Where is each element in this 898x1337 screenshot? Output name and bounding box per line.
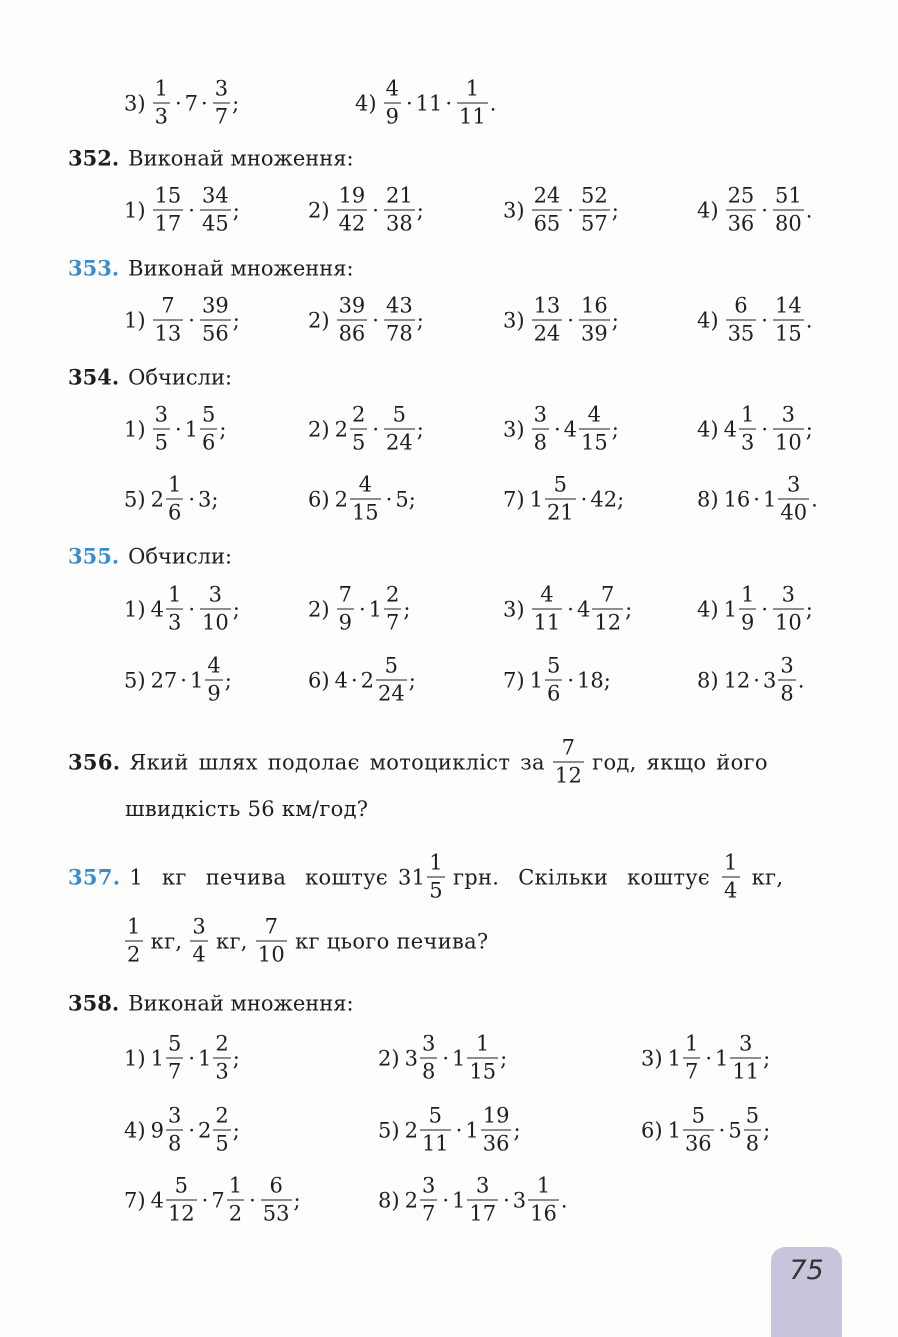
exercise-item: 2) $\frac{7}{9}$ · 1 $\frac{2}{7}$ ; <box>308 582 411 635</box>
exercise-title: Виконай множення: <box>128 256 354 280</box>
fraction: $\frac{7}{12}$ <box>594 582 622 635</box>
fraction: $\frac{3}{10}$ <box>202 582 229 635</box>
mixed-number: 9 $\frac{3}{8}$ <box>150 1103 182 1156</box>
fraction: $\frac{3}{8}$ <box>533 402 547 455</box>
fraction: $\frac{5}{12}$ <box>167 1173 195 1226</box>
exercise-353-heading <box>68 256 354 281</box>
fraction: $\frac{15}{17}$ <box>154 183 182 236</box>
mixed-number: 2 $\frac{4}{15}$ <box>334 472 379 525</box>
fraction: $\frac{1}{3}$ <box>740 402 755 455</box>
fraction: $\frac{43}{78}$ <box>385 293 413 346</box>
mixed-number: 3 $\frac{3}{8}$ <box>404 1031 436 1084</box>
mixed-number: 2 $\frac{1}{6}$ <box>150 472 182 525</box>
exercise-item: 2) 3 $\frac{3}{8}$ · 1 $\frac{1}{15}$ ; <box>378 1031 508 1084</box>
mixed-number: 5 $\frac{5}{8}$ <box>728 1103 760 1156</box>
exercise-item: 4) $\frac{6}{35}$ · $\frac{14}{15}$ . <box>697 293 813 346</box>
fraction: $\frac{19}{36}$ <box>482 1103 510 1156</box>
exercise-item: 1) $\frac{7}{13}$ · $\frac{39}{56}$ ; <box>124 293 240 346</box>
fraction: $\frac{7}{13}$ <box>154 293 182 346</box>
integer: 4 <box>334 668 348 692</box>
fraction: $\frac{2}{5}$ <box>351 402 366 455</box>
fraction: $\frac{14}{15}$ <box>774 293 802 346</box>
exercise-item: 3) $\frac{3}{8}$ · 4 $\frac{4}{15}$ ; <box>503 402 619 455</box>
page-number-badge <box>771 1247 842 1337</box>
exercise-item: 7) 4 $\frac{5}{12}$ · 7 $\frac{1}{2}$ · $\frac{6}{53}$ ; <box>124 1173 301 1226</box>
fraction: $\frac{3}{8}$ <box>421 1031 436 1084</box>
fraction: $\frac{5}{6}$ <box>202 402 216 455</box>
exercise-357-line2: $\frac{1}{2}$ кг, $\frac{3}{4}$ кг, $\frac{7}{10}$ кг цього печива? <box>127 914 489 967</box>
mixed-number: 4 $\frac{1}{3}$ <box>150 582 182 635</box>
exercise-item: 2) $\frac{19}{42}$ · $\frac{21}{38}$ ; <box>308 183 424 236</box>
fraction: $\frac{1}{15}$ <box>469 1031 497 1084</box>
integer: 5 <box>395 487 409 511</box>
fraction: $\frac{5}{11}$ <box>421 1103 449 1156</box>
exercise-item: 8) 16 · 1 $\frac{3}{40}$ . <box>697 472 818 525</box>
fraction: $\frac{7}{12}$ <box>554 735 583 788</box>
mixed-number: 1 $\frac{2}{3}$ <box>198 1031 229 1084</box>
fraction: $\frac{7}{9}$ <box>338 582 352 635</box>
mixed-number: 1 $\frac{3}{17}$ <box>452 1173 497 1226</box>
fraction: $\frac{3}{10}$ <box>775 402 802 455</box>
mixed-number: 31 $\frac{1}{5}$ <box>397 850 443 903</box>
fraction: $\frac{5}{6}$ <box>546 653 561 706</box>
fraction: $\frac{3}{5}$ <box>154 402 168 455</box>
mixed-number: 1 $\frac{19}{36}$ <box>465 1103 510 1156</box>
mixed-number: 4 $\frac{1}{3}$ <box>723 402 755 455</box>
top-item-3: 3) $\frac{1}{3}$ · 7 · $\frac{3}{7}$ ; <box>124 76 240 129</box>
mixed-number: 2 $\frac{2}{5}$ <box>198 1103 229 1156</box>
top-item-4: 4) $\frac{4}{9}$ · 11 · $\frac{1}{11}$ . <box>355 76 497 129</box>
integer: 12 <box>723 668 751 692</box>
exercise-number: 358. <box>68 990 120 1016</box>
exercise-355-heading <box>68 544 232 569</box>
mixed-number: 7 $\frac{1}{2}$ <box>211 1173 243 1226</box>
exercise-357-line1: 357. 1 кг печива коштує 31 $\frac{1}{5}$ грн. Скільки коштує $\frac{1}{4}$ кг, <box>68 850 784 903</box>
fraction: $\frac{3}{40}$ <box>780 472 808 525</box>
fraction: $\frac{3}{7}$ <box>214 76 229 129</box>
exercise-item: 3) $\frac{24}{65}$ · $\frac{52}{57}$ ; <box>503 183 619 236</box>
mixed-number: 3 $\frac{3}{8}$ <box>762 653 794 706</box>
fraction: $\frac{5}{36}$ <box>684 1103 712 1156</box>
mixed-number: 1 $\frac{5}{36}$ <box>667 1103 712 1156</box>
fraction: $\frac{5}{21}$ <box>546 472 574 525</box>
mixed-number: 1 $\frac{5}{6}$ <box>184 402 216 455</box>
exercise-item: 3) $\frac{13}{24}$ · $\frac{16}{39}$ ; <box>503 293 619 346</box>
fraction: $\frac{21}{38}$ <box>385 183 413 236</box>
fraction: $\frac{4}{9}$ <box>207 653 221 706</box>
exercise-item: 4) 4 $\frac{1}{3}$ · $\frac{3}{10}$ ; <box>697 402 813 455</box>
exercise-item: 3) $\frac{4}{11}$ · 4 $\frac{7}{12}$ ; <box>503 582 633 635</box>
integer: 27 <box>150 668 178 692</box>
exercise-number: 354. <box>68 364 120 390</box>
page-number: 75 <box>789 1255 824 1286</box>
fraction: $\frac{3}{8}$ <box>167 1103 182 1156</box>
mixed-number: 1 $\frac{3}{40}$ <box>762 472 808 525</box>
mixed-number: 1 $\frac{1}{15}$ <box>452 1031 497 1084</box>
exercise-item: 2) $\frac{39}{86}$ · $\frac{43}{78}$ ; <box>308 293 424 346</box>
fraction: $\frac{1}{7}$ <box>684 1031 699 1084</box>
fraction: $\frac{6}{35}$ <box>727 293 755 346</box>
fraction: $\frac{3}{17}$ <box>469 1173 497 1226</box>
fraction: $\frac{6}{53}$ <box>262 1173 290 1226</box>
fraction: $\frac{7}{10}$ <box>257 914 286 967</box>
exercise-item: 8) 12 · 3 $\frac{3}{8}$ . <box>697 653 805 706</box>
mixed-number: 1 $\frac{5}{7}$ <box>150 1031 182 1084</box>
fraction: $\frac{1}{6}$ <box>167 472 182 525</box>
fraction: $\frac{16}{39}$ <box>580 293 608 346</box>
fraction: $\frac{34}{45}$ <box>201 183 229 236</box>
fraction: $\frac{4}{9}$ <box>385 76 399 129</box>
exercise-item: 5) 2 $\frac{1}{6}$ · 3 ; <box>124 472 219 525</box>
integer: 16 <box>723 487 751 511</box>
fraction: $\frac{1}{11}$ <box>459 76 486 129</box>
exercise-item: 1) $\frac{15}{17}$ · $\frac{34}{45}$ ; <box>124 183 240 236</box>
exercise-356-line2: швидкість 56 км/год? <box>125 797 369 821</box>
fraction: $\frac{1}{3}$ <box>167 582 182 635</box>
fraction: $\frac{4}{15}$ <box>351 472 379 525</box>
fraction: $\frac{52}{57}$ <box>580 183 608 236</box>
fraction: $\frac{2}{5}$ <box>215 1103 229 1156</box>
exercise-item: 1) 4 $\frac{1}{3}$ · $\frac{3}{10}$ ; <box>124 582 240 635</box>
mixed-number: 1 $\frac{3}{11}$ <box>715 1031 760 1084</box>
mixed-number: 2 $\frac{5}{24}$ <box>360 653 405 706</box>
mixed-number: 1 $\frac{1}{9}$ <box>723 582 755 635</box>
exercise-356-line1: 356. Який шлях подолає мотоцикліст за $\frac{7}{12}$ год, якщо його <box>68 735 768 788</box>
exercise-number: 355. <box>68 543 120 569</box>
exercise-title: Виконай множення: <box>128 146 354 170</box>
fraction: $\frac{3}{4}$ <box>192 914 207 967</box>
fraction: $\frac{5}{24}$ <box>378 653 405 706</box>
mixed-number: 1 $\frac{1}{7}$ <box>667 1031 699 1084</box>
exercise-item: 4) $\frac{25}{36}$ · $\frac{51}{80}$ . <box>697 183 813 236</box>
exercise-item: 1) $\frac{3}{5}$ · 1 $\frac{5}{6}$ ; <box>124 402 227 455</box>
mixed-number: 1 $\frac{5}{21}$ <box>529 472 574 525</box>
exercise-item: 5) 27 · 1 $\frac{4}{9}$ ; <box>124 653 232 706</box>
mixed-number: 2 $\frac{5}{11}$ <box>404 1103 449 1156</box>
exercise-item: 7) 1 $\frac{5}{21}$ · 42 ; <box>503 472 625 525</box>
integer: 3 <box>198 487 212 511</box>
mixed-number: 4 $\frac{4}{15}$ <box>563 402 608 455</box>
exercise-item: 5) 2 $\frac{5}{11}$ · 1 $\frac{19}{36}$ ; <box>378 1103 521 1156</box>
mixed-number: 3 $\frac{1}{16}$ <box>512 1173 557 1226</box>
mixed-number: 1 $\frac{4}{9}$ <box>189 653 221 706</box>
fraction: $\frac{24}{65}$ <box>533 183 561 236</box>
exercise-title: Обчисли: <box>128 365 233 389</box>
exercise-item: 6) 1 $\frac{5}{36}$ · 5 $\frac{5}{8}$ ; <box>641 1103 771 1156</box>
fraction: $\frac{4}{15}$ <box>581 402 608 455</box>
fraction: $\frac{25}{36}$ <box>727 183 755 236</box>
fraction: $\frac{5}{24}$ <box>386 402 413 455</box>
fraction: $\frac{39}{86}$ <box>338 293 366 346</box>
exercise-title: Обчисли: <box>128 544 233 568</box>
fraction: $\frac{5}{7}$ <box>167 1031 182 1084</box>
exercise-358-heading <box>68 991 354 1016</box>
exercise-item: 4) 1 $\frac{1}{9}$ · $\frac{3}{10}$ ; <box>697 582 813 635</box>
exercise-item: 6) 2 $\frac{4}{15}$ · 5 ; <box>308 472 416 525</box>
fraction: $\frac{1}{9}$ <box>740 582 755 635</box>
mixed-number: 1 $\frac{2}{7}$ <box>368 582 400 635</box>
fraction: $\frac{1}{16}$ <box>530 1173 557 1226</box>
mixed-number: 2 $\frac{3}{7}$ <box>404 1173 436 1226</box>
exercise-number: 357. <box>68 864 121 890</box>
integer: 42 <box>590 487 618 511</box>
exercise-number: 356. <box>68 749 121 775</box>
exercise-number: 352. <box>68 145 120 171</box>
fraction: $\frac{1}{3}$ <box>154 76 168 129</box>
exercise-item: 3) 1 $\frac{1}{7}$ · 1 $\frac{3}{11}$ ; <box>641 1031 771 1084</box>
fraction: $\frac{1}{2}$ <box>228 1173 243 1226</box>
exercise-354-heading <box>68 365 232 390</box>
exercise-item: 6) 4 · 2 $\frac{5}{24}$ ; <box>308 653 416 706</box>
mixed-number: 4 $\frac{7}{12}$ <box>576 582 622 635</box>
fraction: $\frac{39}{56}$ <box>201 293 229 346</box>
fraction: $\frac{3}{10}$ <box>775 582 802 635</box>
mixed-number: 2 $\frac{2}{5}$ <box>334 402 366 455</box>
fraction: $\frac{1}{4}$ <box>723 850 738 903</box>
fraction: $\frac{3}{11}$ <box>732 1031 760 1084</box>
fraction: $\frac{2}{7}$ <box>386 582 400 635</box>
integer: 18 <box>577 668 604 692</box>
mixed-number: 1 $\frac{5}{6}$ <box>529 653 561 706</box>
fraction: $\frac{3}{7}$ <box>421 1173 436 1226</box>
exercise-item: 2) 2 $\frac{2}{5}$ · $\frac{5}{24}$ ; <box>308 402 424 455</box>
exercise-352-heading <box>68 146 354 171</box>
exercise-title: Виконай множення: <box>128 991 354 1015</box>
exercise-item: 8) 2 $\frac{3}{7}$ · 1 $\frac{3}{17}$ · 3 $\frac{1}{16}$ . <box>378 1173 568 1226</box>
exercise-item: 7) 1 $\frac{5}{6}$ · 18 ; <box>503 653 611 706</box>
fraction: $\frac{19}{42}$ <box>338 183 366 236</box>
exercise-item: 4) 9 $\frac{3}{8}$ · 2 $\frac{2}{5}$ ; <box>124 1103 240 1156</box>
fraction: $\frac{3}{8}$ <box>780 653 794 706</box>
fraction: $\frac{51}{80}$ <box>774 183 802 236</box>
fraction: $\frac{13}{24}$ <box>533 293 561 346</box>
fraction: $\frac{4}{11}$ <box>533 582 561 635</box>
fraction: $\frac{2}{3}$ <box>215 1031 229 1084</box>
fraction: $\frac{5}{8}$ <box>745 1103 760 1156</box>
fraction: $\frac{1}{2}$ <box>127 914 141 967</box>
exercise-item: 1) 1 $\frac{5}{7}$ · 1 $\frac{2}{3}$ ; <box>124 1031 240 1084</box>
exercise-number: 353. <box>68 255 120 281</box>
mixed-number: 4 $\frac{5}{12}$ <box>150 1173 195 1226</box>
